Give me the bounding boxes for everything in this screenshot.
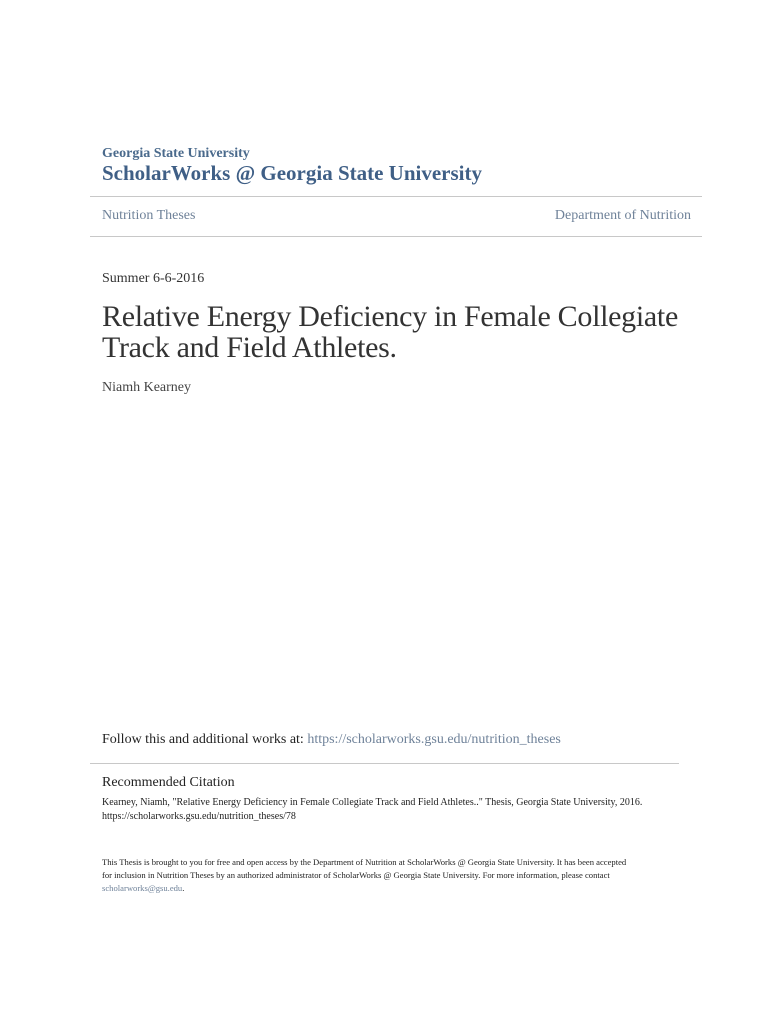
institution-name: Georgia State University	[102, 146, 250, 161]
nav-divider	[90, 236, 702, 237]
follow-line	[102, 732, 561, 748]
header-divider	[90, 196, 702, 197]
document-title: Relative Energy Deficiency in Female Collegiate Track and Field Athletes.	[102, 300, 678, 364]
follow-label: Follow this and additional works at:	[102, 732, 308, 747]
collection-url-link[interactable]: https://scholarworks.gsu.edu/nutrition_theses	[307, 732, 561, 747]
collection-link[interactable]: Nutrition Theses	[102, 208, 196, 223]
citation-text	[102, 796, 702, 824]
follow-divider	[90, 763, 679, 764]
notice-contact-line	[102, 882, 702, 895]
access-notice	[102, 856, 702, 895]
notice-line: This Thesis is brought to you for free and open access by the Department of Nutrition at ScholarWorks @ Georgia State University. It has been accepted	[102, 857, 627, 867]
citation-url: https://scholarworks.gsu.edu/nutrition_theses/78	[102, 811, 296, 822]
citation-heading: Recommended Citation	[102, 775, 235, 790]
publication-date: Summer 6-6-2016	[102, 271, 205, 286]
site-title-link[interactable]: ScholarWorks @ Georgia State University	[102, 161, 482, 185]
author-name: Niamh Kearney	[102, 380, 192, 395]
notice-end: .	[182, 883, 185, 893]
citation-line: Kearney, Niamh, "Relative Energy Deficiency in Female Collegiate Track and Field Athletes.." Thesis, Georgia State University, 2016.	[102, 797, 643, 808]
department-link[interactable]: Department of Nutrition	[554, 208, 691, 223]
contact-email-link[interactable]: scholarworks@gsu.edu	[102, 883, 183, 893]
notice-line: for inclusion in Nutrition Theses by an authorized administrator of ScholarWorks @ Georgia State University. For more information, please contact	[102, 870, 610, 880]
